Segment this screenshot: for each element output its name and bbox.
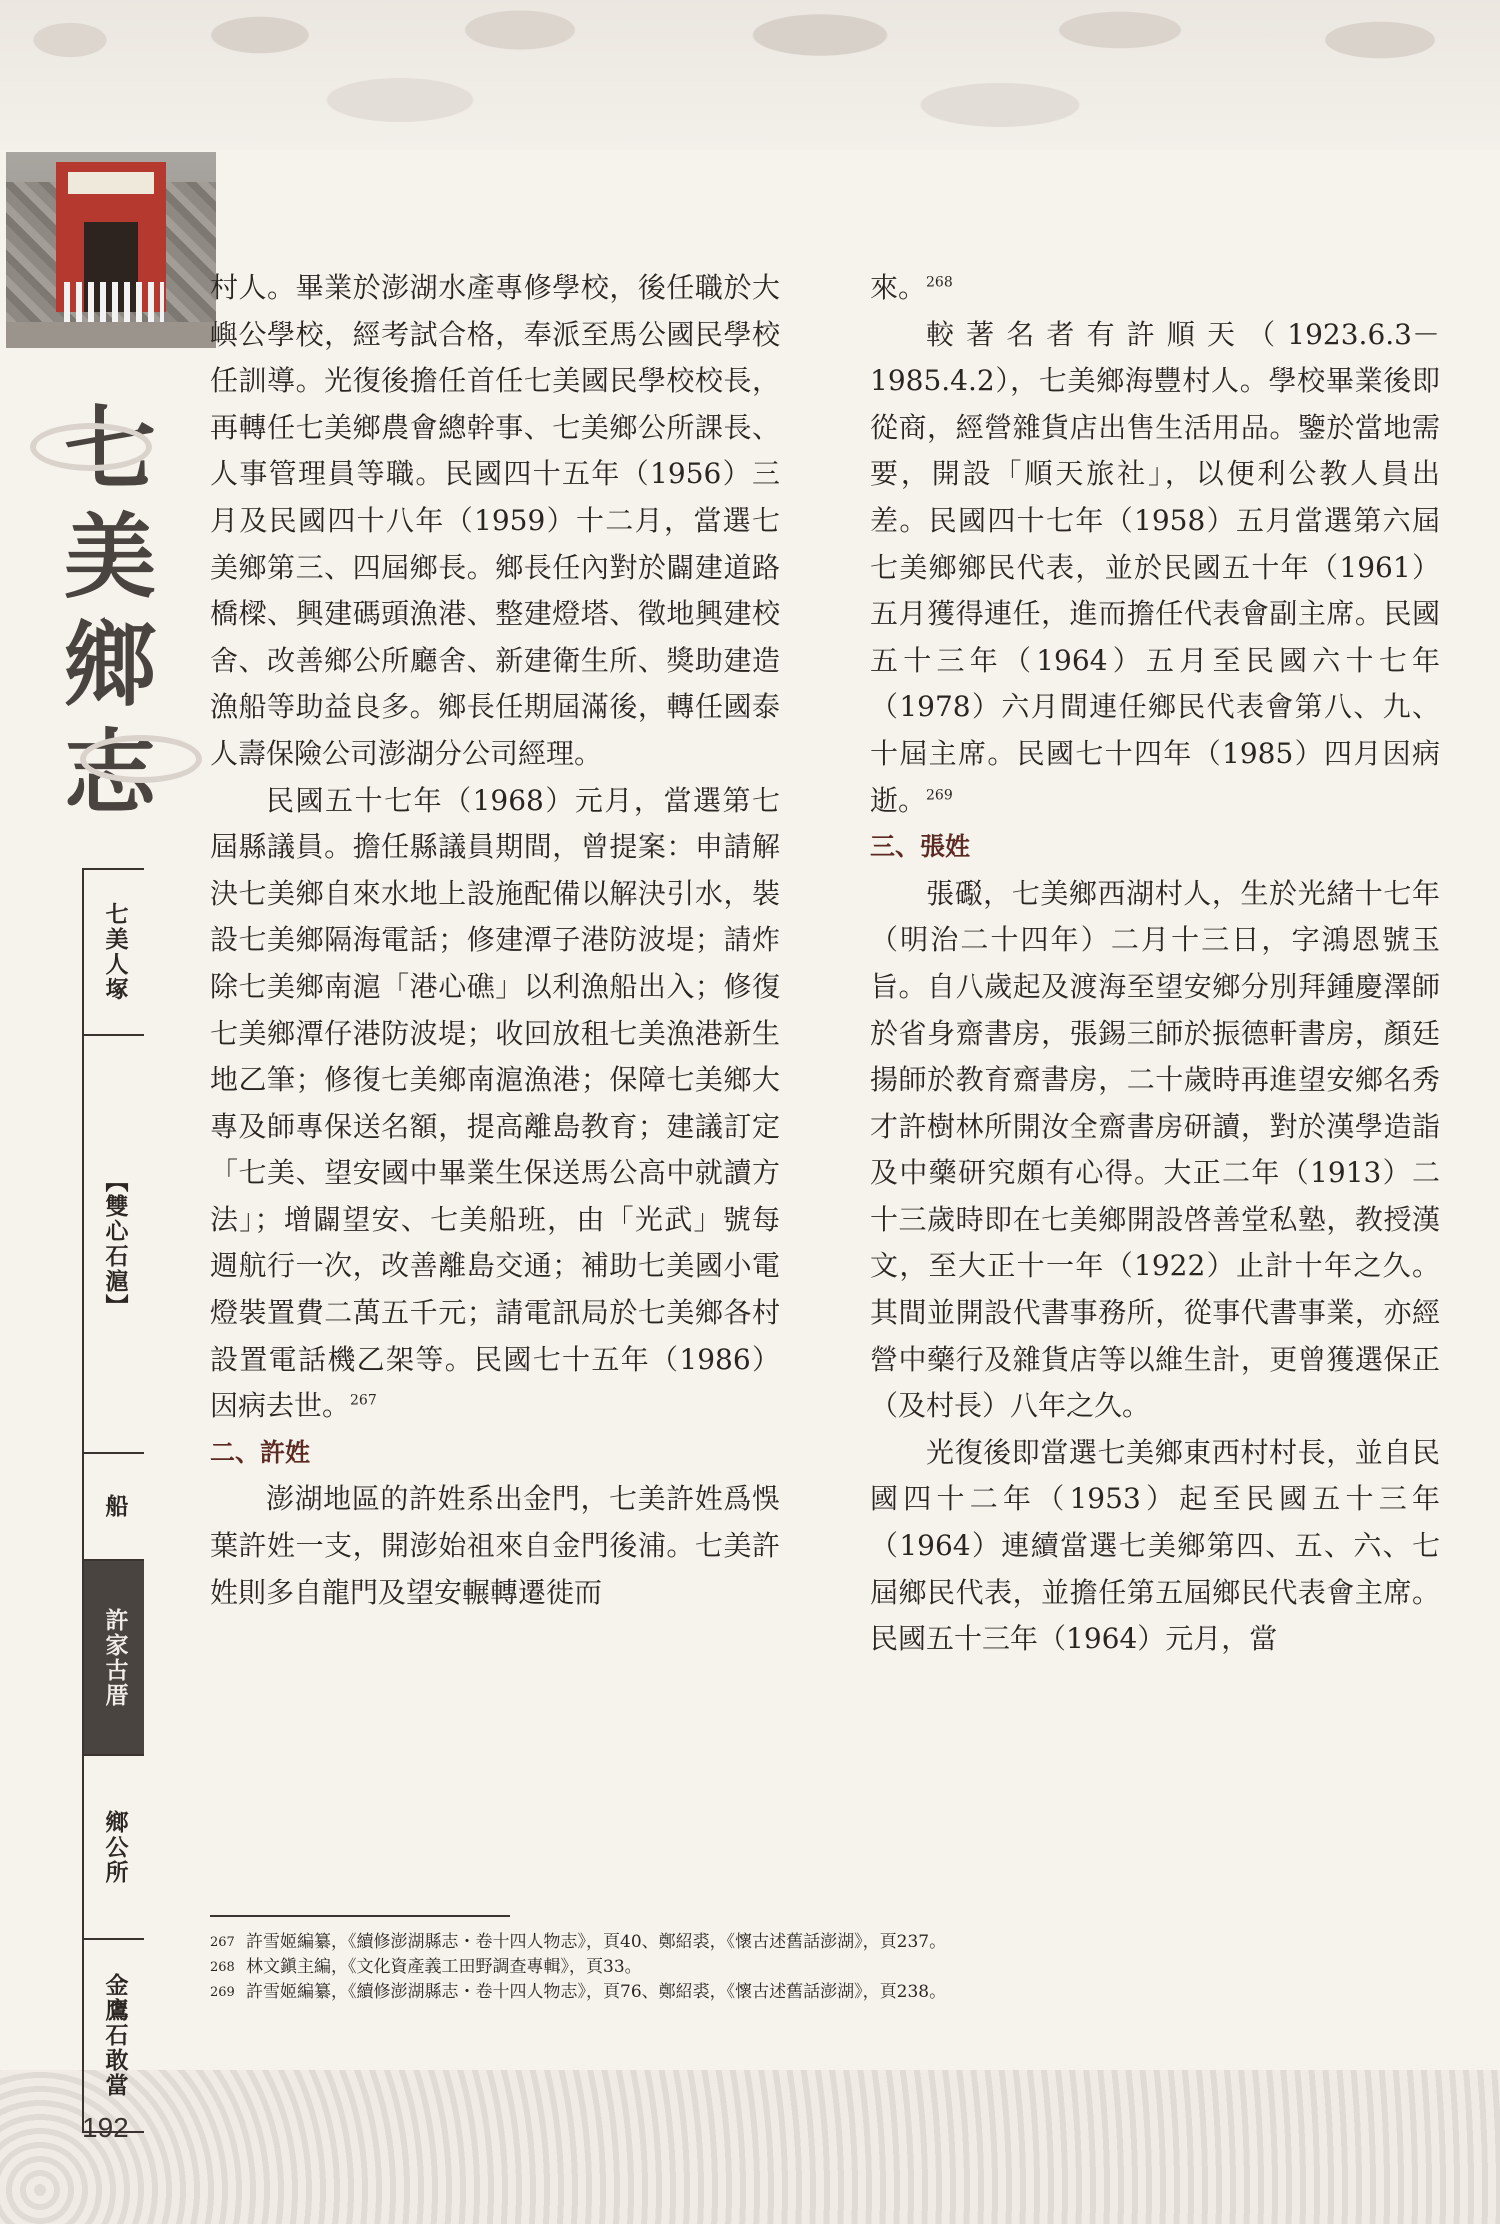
- footnote-divider: [210, 1915, 510, 1917]
- paragraph: [870, 871, 1440, 1430]
- section-heading-text: 三、張姓: [870, 832, 971, 862]
- section-heading-text: 二、許姓: [210, 1437, 311, 1467]
- chapter-tab[interactable]: 許家古厝: [84, 1561, 144, 1756]
- chapter-tab[interactable]: 金鷹石敢當: [84, 1940, 144, 2133]
- footnote-number: 268: [210, 1960, 235, 1975]
- paragraph-text: 光復後即當選七美鄉東西村村長，並自民國四十二年（1953）起至民國五十三年（1964）連續當選七美鄉第四、五、六、七屆鄉民代表，並擔任第五屆鄉民代表會主席。民國五十三年（1964）元月，當: [870, 1435, 1440, 1656]
- temple-photo: [6, 152, 216, 348]
- text-column-right: [870, 265, 1440, 1663]
- title-char: 七: [63, 395, 156, 503]
- page-number: 192: [82, 2112, 129, 2143]
- text-column-left: [210, 265, 780, 1616]
- top-cloud-decoration: [0, 0, 1500, 150]
- section-heading: [210, 1430, 780, 1477]
- paragraph: [210, 265, 780, 778]
- footnote-text: 許雪姬編纂，《續修澎湖縣志・卷十四人物志》，頁40、鄭紹裘，《懷古述舊話澎湖》，頁237。: [246, 1932, 947, 1952]
- footnotes: [210, 1930, 1346, 2005]
- footnote-number: 267: [210, 1935, 235, 1950]
- footnote-text: 林文鎭主編，《文化資產義工田野調查專輯》，頁33。: [246, 1957, 642, 1977]
- footnote-ref[interactable]: 269: [926, 787, 953, 804]
- footnote-ref[interactable]: 267: [350, 1392, 377, 1409]
- paragraph-text: 澎湖地區的許姓系出金門，七美許姓爲悞葉許姓一支，開澎始祖來自金門後浦。七美許姓則多自龍門及望安輾轉遷徙而: [210, 1482, 780, 1609]
- paragraph-text: 較著名者有許順天（1923.6.3－1985.4.2），七美鄉海豐村人。學校畢業後即從商，經營雜貨店出售生活用品。鑒於當地需要，開設「順天旅社」，以便利公教人員出差。民國四十七年（1958）五月當選第六屆七美鄉鄉民代表，並於民國五十年（1961）五月獲得連任，進而擔任代表會副主席。民國五十三年（1964）五月至民國六十七年（1978）六月間連任鄉民代表會第八、九、十屆主席。民國七十四年（1985）四月因病逝。: [870, 317, 1440, 817]
- paragraph: [210, 778, 780, 1430]
- title-char: 鄉: [63, 611, 156, 719]
- footnote-text: 許雪姬編纂，《續修澎湖縣志・卷十四人物志》，頁76、鄭紹裘，《懷古述舊話澎湖》，頁238。: [246, 1982, 947, 2002]
- chapter-tab[interactable]: 【雙心石滬】: [84, 1036, 144, 1454]
- paragraph-text: 村人。畢業於澎湖水產專修學校，後任職於大嶼公學校，經考試合格，奉派至馬公國民學校任訓導。光復後擔任首任七美國民學校校長，再轉任七美鄉農會總幹事、七美鄉公所課長、人事管理員等職。民國四十五年（1956）三月及民國四十八年（1959）十二月，當選七美鄉第三、四屆鄉長。鄉長任內對於闢建道路橋樑、興建碼頭漁港、整建燈塔、徵地興建校舍、改善鄉公所廳舍、新建衛生所、獎助建造漁船等助益良多。鄉長任期屆滿後，轉任國泰人壽保險公司澎湖分公司經理。: [210, 271, 780, 770]
- paragraph-text: 來。: [870, 271, 927, 304]
- footnote-ref[interactable]: 268: [926, 274, 953, 291]
- paragraph: [870, 265, 1440, 312]
- section-heading: [870, 824, 1440, 871]
- title-char: 志: [63, 719, 156, 827]
- footnote: [210, 1955, 1346, 1980]
- paragraph: [870, 1430, 1440, 1663]
- paragraph-text: 張礟，七美鄉西湖村人，生於光緒十七年（明治二十四年）二月十三日，字鴻恩號玉旨。自八歲起及渡海至望安鄉分別拜鍾慶澤師於省身齋書房，張錫三師於振德軒書房，顏廷揚師於教育齋書房，二十歲時再進望安鄉名秀才許樹林所開汝全齋書房研讀，對於漢學造詣及中藥研究頗有心得。大正二年（1913）二十三歲時即在七美鄉開設啓善堂私塾，教授漢文，至大正十一年（1922）止計十年之久。其間並開設代書事務所，從事代書事業，亦經營中藥行及雜貨店等以維生計，更曾獲選保正（及村長）八年之久。: [870, 876, 1440, 1423]
- chapter-tab[interactable]: 船: [84, 1454, 144, 1561]
- chapter-tabs: [82, 868, 144, 2133]
- title-char: 美: [63, 503, 156, 611]
- chapter-tab[interactable]: 鄉公所: [84, 1756, 144, 1940]
- bottom-wave-decoration: [0, 2070, 1500, 2224]
- paragraph: [870, 312, 1440, 825]
- footnote: [210, 1930, 1346, 1955]
- vertical-book-title: [40, 395, 180, 835]
- chapter-tab[interactable]: 七美人塚: [84, 868, 144, 1036]
- footnote: [210, 1980, 1346, 2005]
- paragraph-text: 民國五十七年（1968）元月，當選第七屆縣議員。擔任縣議員期間，曾提案：申請解決七美鄉自來水地上設施配備以解決引水，裝設七美鄉隔海電話；修建潭子港防波堤；請炸除七美鄉南滬「港心礁」以利漁船出入；修復七美鄉潭仔港防波堤；收回放租七美漁港新生地乙筆；修復七美鄉南滬漁港；保障七美鄉大專及師專保送名額，提高離島教育；建議訂定「七美、望安國中畢業生保送馬公高中就讀方法」；增闢望安、七美船班，由「光武」號每週航行一次，改善離島交通；補助七美國小電燈裝置費二萬五千元；請電訊局於七美鄉各村設置電話機乙架等。民國七十五年（1986）因病去世。: [210, 783, 780, 1423]
- footnote-number: 269: [210, 1985, 235, 2000]
- paragraph: [210, 1476, 780, 1616]
